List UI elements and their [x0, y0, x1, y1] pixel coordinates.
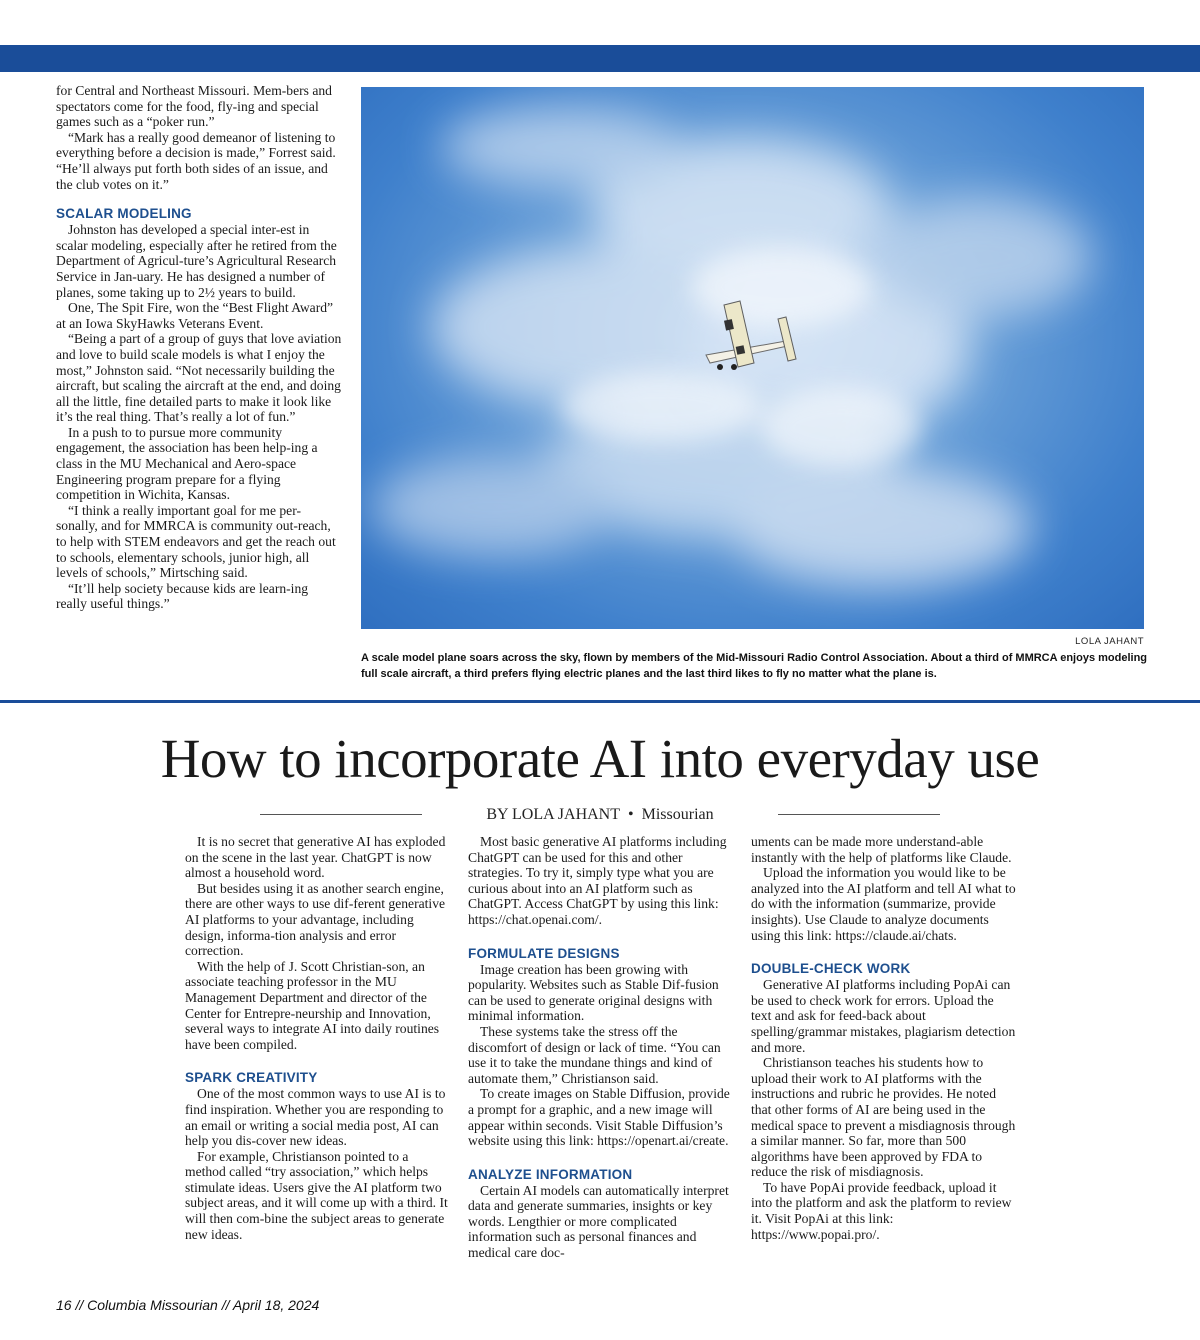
- paragraph: To have PopAi provide feedback, upload it into the platform and ask the platform to review it. Visit PopAi at this link: https://www.popai.pro/.: [751, 1179, 1012, 1242]
- article-column-2: [468, 834, 732, 1261]
- clouds: [371, 107, 1091, 587]
- paragraph: Certain AI models can automatically interpret data and generate summaries, insights or key words. Lengthier or more complicated information such as personal finances and medical care doc-: [468, 1182, 729, 1261]
- paragraph: Johnston has developed a special inter-est in scalar modeling, especially after he retired from the Department of Agricul-ture’s Agricultural Research Service in Jan-uary. He has designed a number of planes, some taking up to 2½ years to build.: [56, 222, 337, 300]
- paragraph-continued: uments can be made more understand-able instantly with the help of platforms like Claude.: [751, 834, 1012, 865]
- paragraph: It is no secret that generative AI has exploded on the scene in the last year. ChatGPT is now almost a household word.: [185, 834, 446, 881]
- paragraph: “It’ll help society because kids are learn-ing really useful things.”: [56, 580, 309, 612]
- paragraph: Generative AI platforms including PopAi can be used to check work for errors. Upload the text and ask for feed-back about spelling/grammar mistakes, plagiarism detection and more.: [751, 977, 1016, 1055]
- paragraph: With the help of J. Scott Christian-son, an associate teaching professor in the MU Management Department and director of the Center for Entrepre-neurship and Innovation, several ways to integrate AI into daily routines have been compiled.: [185, 958, 440, 1052]
- byline-publication: Missourian: [641, 806, 714, 823]
- paragraph: One of the most common ways to use AI is to find inspiration. Whether you are responding to an email or writing a social media post, AI can help you dis-cover new ideas.: [185, 1086, 446, 1149]
- header-color-bar: [0, 45, 1200, 72]
- paragraph: To create images on Stable Diffusion, provide a prompt for a graphic, and a new image will appear within seconds. Visit Stable Diffusion’s website using this link: https://openart.ai/create.: [468, 1086, 730, 1149]
- article-column-3: [751, 834, 1016, 1242]
- paragraph: for Central and Northeast Missouri. Mem-bers and spectators come for the food, fly-ing and special games such as a “poker run.”: [56, 83, 332, 130]
- photo-credit: LOLA JAHANT: [1075, 636, 1144, 647]
- subhead-double-check-work: DOUBLE-CHECK WORK: [751, 961, 911, 977]
- paragraph: Christianson teaches his students how to upload their work to AI platforms with the instructions and rubric he provides. He noted that other forms of AI are being used in the medical space to prevent a misdiagnosis through a similar manner. So far, more than 500 algorithms have been approved by FDA to reduce the risk of misdiagnosis.: [751, 1055, 1016, 1180]
- byline-author: BY LOLA JAHANT: [486, 806, 620, 823]
- section-divider: [0, 700, 1200, 703]
- page-footer: 16 // Columbia Missourian // April 18, 2024: [56, 1297, 320, 1313]
- paragraph: One, The Spit Fire, won the “Best Flight Award” at an Iowa SkyHawks Veterans Event.: [56, 300, 334, 331]
- byline-separator: •: [628, 806, 634, 823]
- paragraph: Image creation has been growing with popularity. Websites such as Stable Dif-fusion can be used to generate original designs with minimal information.: [468, 961, 719, 1024]
- paragraph: For example, Christianson pointed to a method called “try association,” which helps stimulate ideas. Users give the AI platform two subject areas, and it will come up with a third. It will then com-bine the subject areas to generate new ideas.: [185, 1148, 448, 1242]
- paragraph: “Mark has a really good demeanor of listening to everything before a decision is made,” Forrest said. “He’ll always put forth both sides of an issue, and the club votes on it.”: [56, 129, 336, 192]
- paragraph: In a push to to pursue more community engagement, the association has been help-ing a class in the MU Mechanical and Aero-space Engineering program prepare for a flying competition in Wichita, Kansas.: [56, 424, 318, 503]
- paragraph: “I think a really important goal for me per-sonally, and for MMRCA is community out-reach, to help with STEM endeavors and get the reach out to schools, elementary schools, junior high, all levels of schools,” Mirtsching said.: [56, 502, 336, 581]
- article-headline: How to incorporate AI into everyday use: [160, 728, 1040, 789]
- photo-caption: A scale model plane soars across the sky, flown by members of the Mid-Missouri Radio Control Association. About a third of MMRCA enjoys modeling full scale aircraft, a third prefers flying electric planes and the last third likes to fly no matter what the plane is.: [361, 652, 1148, 680]
- byline-row: [260, 805, 940, 825]
- subhead-scalar-modeling: SCALAR MODELING: [56, 206, 192, 222]
- paragraph: Most basic generative AI platforms including ChatGPT can be used for this and other strategies. To try it, simply type what you are curious about into an AI platform such as ChatGPT. Access ChatGPT by using this link: https://chat.openai.com/.: [468, 834, 727, 927]
- plane-photo: [361, 87, 1144, 629]
- subhead-analyze-information: ANALYZE INFORMATION: [468, 1166, 633, 1182]
- paragraph: Upload the information you would like to be analyzed into the AI platform and tell AI what to do with the information (summarize, provide insights). Use Claude to analyze documents using this link: https://claude.ai/chats.: [751, 865, 1016, 943]
- subhead-spark-creativity: SPARK CREATIVITY: [185, 1070, 318, 1086]
- paragraph: These systems take the stress off the discomfort of design or lack of time. “You can use it to take the mundane things and kind of automate them,” Christianson said.: [468, 1023, 721, 1086]
- byline: [260, 805, 940, 825]
- paragraph: “Being a part of a group of guys that love aviation and love to build scale models is what I enjoy the most,” Johnston said. “Not necessarily building the aircraft, but scaling the aircraft at the end, and doing all the little, fine detailed parts to make it look like it’s the real thing. That’s really a lot of fun.”: [56, 331, 342, 425]
- paragraph: But besides using it as another search engine, there are other ways to use dif-ferent generative AI platforms to your advantage, including design, informa-tion analysis and error correction.: [185, 880, 446, 959]
- subhead-formulate-designs: FORMULATE DESIGNS: [468, 945, 620, 961]
- plane-sky-illustration: [361, 87, 1144, 629]
- top-story-left-column: [56, 83, 342, 612]
- article-column-1: [185, 834, 448, 1242]
